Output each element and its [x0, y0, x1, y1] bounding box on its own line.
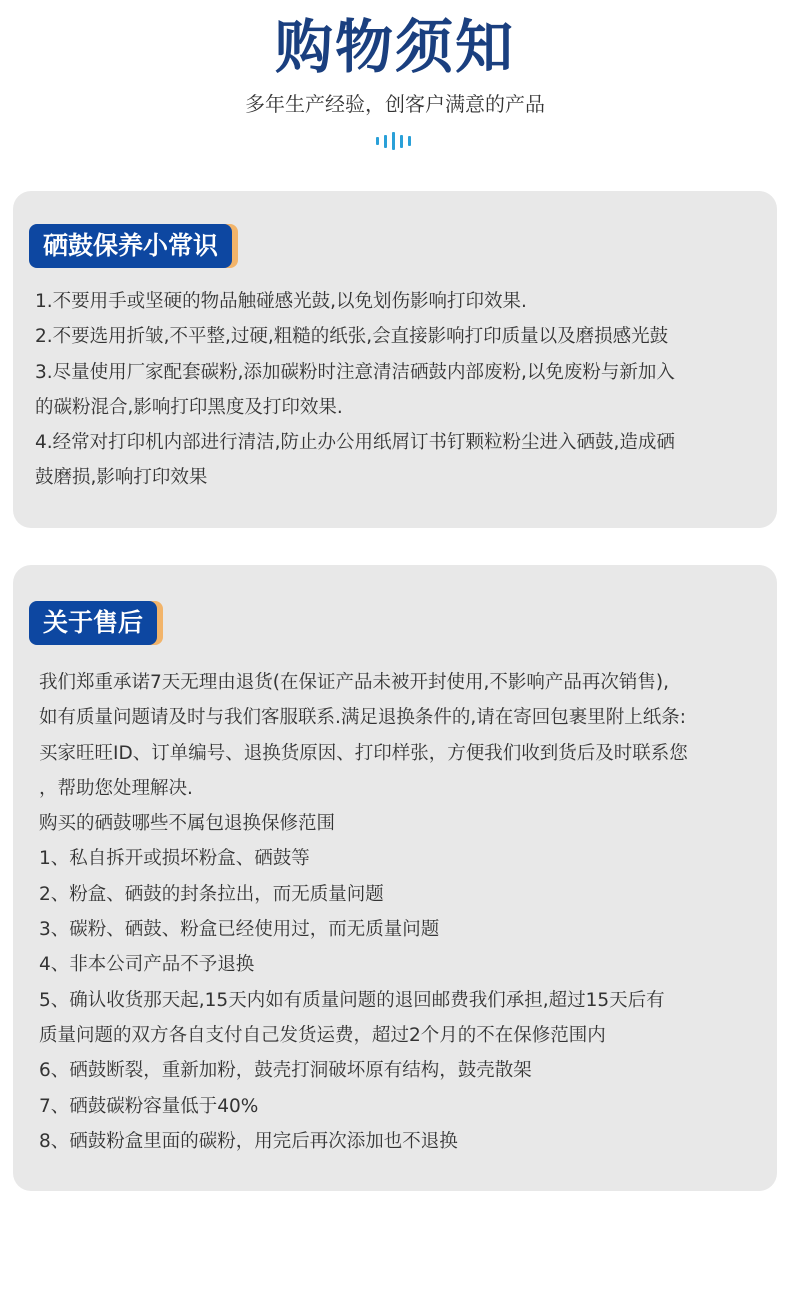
after-sales-text	[39, 665, 769, 1159]
care-tip-line: 2.不要选用折皱,不平整,过硬,粗糙的纸张,会直接影响打印质量以及磨损感光鼓	[35, 326, 669, 348]
care-tips-heading: 硒鼓保养小常识	[29, 224, 232, 268]
after-sales-line: 如有质量问题请及时与我们客服联系.满足退换条件的,请在寄回包裹里附上纸条:	[39, 707, 686, 729]
after-sales-line: 6、硒鼓断裂，重新加粉，鼓壳打洞破坏原有结构，鼓壳散架	[39, 1060, 532, 1082]
after-sales-line: 买家旺旺ID、订单编号、退换货原因、打印样张，方便我们收到货后及时联系您	[39, 742, 688, 764]
care-tip-line: 3.尽量使用厂家配套碳粉,添加碳粉时注意清洁硒鼓内部废粉,以免废粉与新加入	[35, 361, 675, 383]
page-subtitle: 多年生产经验，创客户满意的产品	[245, 92, 545, 116]
after-sales-line: 2、粉盒、硒鼓的封条拉出，而无质量问题	[39, 883, 384, 905]
after-sales-heading: 关于售后	[29, 601, 157, 645]
care-tip-line: 鼓磨损,影响打印效果	[35, 467, 208, 489]
after-sales-line: 5、确认收货那天起,15天内如有质量问题的退回邮费我们承担,超过15天后有	[39, 989, 665, 1011]
after-sales-line: 我们郑重承诺7天无理由退货(在保证产品未被开封使用,不影响产品再次销售),	[39, 672, 669, 693]
after-sales-card	[13, 565, 777, 1191]
after-sales-line: 7、硒鼓碳粉容量低于40%	[39, 1095, 259, 1117]
after-sales-line: ，帮助您处理解决.	[39, 777, 193, 799]
after-sales-line: 购买的硒鼓哪些不属包退换保修范围	[39, 813, 336, 835]
care-tips-card	[13, 191, 777, 528]
after-sales-line: 质量问题的双方各自支付自己发货运费，超过2个月的不在保修范围内	[39, 1024, 606, 1046]
care-tip-line: 的碳粉混合,影响打印黑度及打印效果.	[35, 396, 343, 418]
care-tips-text	[35, 284, 765, 496]
after-sales-line: 3、碳粉、硒鼓、粉盒已经使用过，而无质量问题	[39, 919, 440, 941]
care-tip-line: 1.不要用手或坚硬的物品触碰感光鼓,以免划伤影响打印效果.	[35, 291, 527, 312]
page-title: 购物须知	[274, 13, 515, 81]
equalizer-bars-icon	[376, 132, 416, 150]
after-sales-line: 4、非本公司产品不予退换	[39, 954, 255, 976]
after-sales-line: 8、硒鼓粉盒里面的碳粉，用完后再次添加也不退换	[39, 1130, 458, 1152]
after-sales-line: 1、私自拆开或损坏粉盒、硒鼓等	[39, 848, 310, 870]
care-tip-line: 4.经常对打印机内部进行清洁,防止办公用纸屑订书钉颗粒粉尘进入硒鼓,造成硒	[35, 432, 675, 454]
